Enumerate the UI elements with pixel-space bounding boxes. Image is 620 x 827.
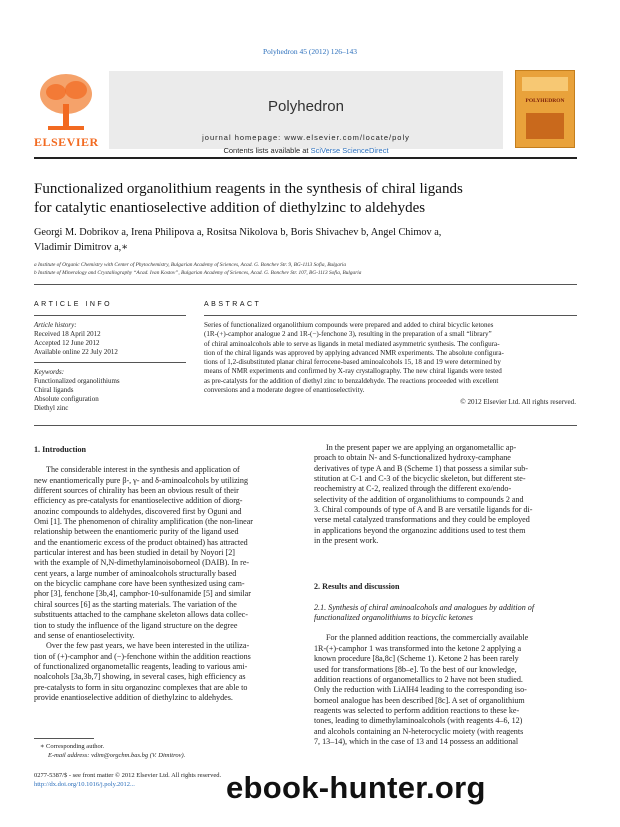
text-line: For the planned addition reactions, the commercially available (326, 633, 529, 643)
text-line: in the present work. (314, 536, 379, 546)
text-line: tion to study the influence of the ligand structure on the degree (34, 620, 238, 630)
keyword-item: Functionalized organolithiums (34, 377, 120, 385)
text-line: anozinc compounds to aldehydes, discovered first by Oguni and (34, 506, 242, 516)
cover-graphic (526, 113, 564, 139)
text-line: Only the reduction with LiAlH4 leading to the corresponding iso- (314, 685, 527, 695)
right-paragraph-1 (314, 443, 577, 546)
keyword-item: Diethyl zinc (34, 404, 69, 412)
abstract-rule (204, 315, 577, 316)
right-paragraph-2 (314, 633, 577, 747)
abstract-end-rule (34, 425, 577, 426)
journal-name: Polyhedron (268, 98, 344, 115)
footnote-rule (34, 738, 94, 739)
abstract-heading: ABSTRACT (204, 301, 262, 308)
keyword-item: Absolute configuration (34, 395, 99, 403)
issn-line: 0277-5387/$ - see front matter © 2012 Elsevier Ltd. All rights reserved. (34, 772, 222, 779)
text-line: pre-catalysts to form in situ organozinc complexes that are able to (34, 682, 248, 692)
affiliation-a: a Institute of Organic Chemistry with Center of Phytochemistry, Bulgarian Academy of Sciences, Acad. G. Bonchev Str. 9, BG-1113 Sofia, Bulgaria (34, 262, 347, 268)
article-title (34, 180, 594, 218)
abstract-line: (1R-(+)-camphor analogue 2 and 1R-(−)-fenchone 3), resulting in the preparation of a small “library” (204, 330, 492, 339)
text-line: addition reactions of organometallics to 2 have not been studied. (314, 674, 523, 684)
article-info-rule (34, 315, 186, 316)
header-rule (34, 157, 577, 159)
accepted-date: Accepted 12 June 2012 (34, 339, 100, 347)
text-line: The considerable interest in the synthesis and application of (46, 465, 240, 475)
text-line: and sense of enantioselectivity. (34, 630, 135, 640)
watermark-text: ebook-hunter.org (226, 770, 486, 805)
text-line: borneol analogue has been described [8c]. A set of organolithium (314, 695, 525, 705)
text-line: and alcohols containing an N-heterocyclic moiety (with reagents (314, 726, 524, 736)
intro-paragraph-2 (34, 641, 298, 703)
abstract-line: tions of 1,2-disubstituted planar chiral ferrocene-based aminoalcohols 15, 18 and 19 were determined by (204, 358, 501, 367)
affiliation-b: b Institute of Mineralogy and Crystallography “Acad. Ivan Kostov”, Bulgarian Academy of Sciences, Acad. G. Bonchev Str. 107, BG-1113 Sofia, Bulgaria (34, 270, 362, 276)
author-email[interactable]: E-mail address: vdim@orgchm.bas.bg (V. Dimitrov). (48, 752, 186, 759)
cover-band (522, 77, 568, 91)
abstract-line: tion of the chiral ligands was approved by applying advanced NMR experiments. The absolute configura- (204, 348, 504, 357)
text-line: reochemistry at C-2, realized through the different exo/endo- (314, 484, 512, 494)
title-line-1: Functionalized organolithium reagents in the synthesis of chiral ligands (34, 181, 463, 197)
history-label: Article history: (34, 321, 77, 329)
received-date: Received 18 April 2012 (34, 330, 101, 338)
authors-line-2: Vladimir Dimitrov a,∗ (34, 242, 129, 253)
article-history (34, 321, 184, 357)
abstract-line: of chiral aminoalcohols able to serve as ligands in metal mediated asymmetric synthesis. The configura- (204, 339, 500, 348)
text-line: noalcohols [3a,3b,7] showing, in several cases, high efficiency as (34, 672, 246, 682)
section-2-heading: 2. Results and discussion (314, 582, 400, 592)
text-line: cent years, a large number of aminoalcohols structurally based (34, 568, 237, 578)
doi-link[interactable]: http://dx.doi.org/10.1016/j.poly.2012... (34, 781, 135, 788)
authors-line-1: Georgi M. Dobrikov a, Irena Philipova a, Rositsa Nikolova b, Boris Shivachev b, Angel Chimov a, (34, 227, 442, 238)
keyword-item: Chiral ligands (34, 386, 74, 394)
journal-homepage[interactable]: journal homepage: www.elsevier.com/locate/poly (202, 133, 410, 142)
text-line: 7, 13–14), which in the case of 13 and 14 possess an additional (314, 736, 519, 746)
text-line: proach to obtain N- and S-functionalized hydroxy-camphane (314, 453, 511, 463)
text-line: with the example of N,N-dimethylaminoisoborneol (DAIB). In re- (34, 558, 250, 568)
text-line: 3. Chiral compounds of type of A and B are versatile ligands for di- (314, 505, 533, 515)
text-line: of functionalized organometallic reagents, leading to various ami- (34, 661, 248, 671)
text-line: In the present paper we are applying an organometallic ap- (326, 443, 517, 452)
keywords-label: Keywords: (34, 368, 65, 376)
article-info-heading: ARTICLE INFO (34, 301, 113, 308)
text-line: used for transformations [8b–e]. To the best of our knowledge, (314, 664, 517, 674)
journal-masthead (109, 71, 503, 155)
text-line: on the bicyclic camphane core have been synthesized using cam- (34, 579, 245, 589)
abstract-line: as pre-catalysts for the addition of diethyl zinc to benzaldehyde. The reactions proceeded with excellent (204, 376, 499, 385)
text-line: provide enantioselective addition of diethylzinc to aldehydes. (34, 692, 233, 702)
corresponding-author: ∗ Corresponding author. (40, 743, 105, 750)
available-date: Available online 22 July 2012 (34, 348, 118, 356)
text-line: stitution at C-1 and C-3 of the bicyclic skeleton, but different ste- (314, 474, 526, 484)
history-rule (34, 362, 186, 363)
text-line: chiral sources [6] as the starting materials. The variation of the (34, 599, 237, 609)
abstract-line: conversions and a moderate degree of enantioselectivity. (204, 386, 365, 395)
abstract-line: Series of functionalized organolithium compounds were prepared and added to chiral bicyclic ketones (204, 321, 494, 329)
text-line: different sources of chirality has been an obvious result of their (34, 486, 239, 496)
text-line: reagents was selected to perform addition reactions to these ke- (314, 705, 520, 715)
text-line: Over the few past years, we have been interested in the utiliza- (46, 641, 250, 651)
right-column (314, 443, 577, 747)
cover-title: POLYHEDRON (525, 98, 565, 104)
text-line: selectivity of the addition of organolithiums to compounds 2 and (314, 494, 524, 504)
intro-paragraph-1 (34, 465, 298, 641)
journal-reference[interactable]: Polyhedron 45 (2012) 126–143 (263, 47, 357, 56)
text-line: in applications beyond the organozinc additions used to test them (314, 525, 526, 535)
text-line: Omi [1]. The phenomenon of chirality amplification (the non-linear (34, 517, 253, 527)
text-line: verse metal catalyzed transformations and they could be employed (314, 515, 530, 525)
publisher-logo-text: ELSEVIER (34, 135, 99, 149)
text-line: tion of (+)-camphor and (−)-fenchone within the addition reactions (34, 651, 251, 661)
text-line: and the enantiomeric excess of the product obtained) has attracted (34, 537, 248, 547)
journal-cover-image (515, 70, 575, 148)
text-line: 1R-(+)-camphor 1 was transformed into the ketone 2 applying a (314, 643, 522, 653)
left-column (34, 445, 298, 703)
abstract-line: means of NMR experiments and confirmed by X-ray crystallography. The new chiral ligands were tested (204, 367, 502, 376)
text-line: relationship between the enantiomeric purity of the ligand used (34, 527, 239, 537)
copyright-notice: © 2012 Elsevier Ltd. All rights reserved. (460, 398, 576, 406)
text-line: particular interest and has been studied in detail by Noyori [2] (34, 548, 235, 558)
text-line: derivatives of type A and B (Scheme 1) that possess a similar sub- (314, 463, 528, 473)
section-2-1-heading-line-2: functionalized organolithiums to bicyclic ketones (314, 613, 473, 623)
section-1-heading: 1. Introduction (34, 445, 87, 454)
text-line: known procedure [8a,8c] (Scheme 1). Ketone 2 has been rarely (314, 654, 519, 664)
contents-prefix: Contents lists available at (223, 146, 311, 155)
text-line: efficiency as pre-catalysts for enantioselective addition of diorg- (34, 496, 243, 506)
title-line-2: for catalytic enantioselective addition of diethylzinc to aldehydes (34, 200, 426, 216)
text-line: new enantiomerically pure β-, γ- and δ-aminoalcohols by utilizing (34, 475, 249, 485)
section-2-1-heading-line-1: 2.1. Synthesis of chiral aminoalcohols and analogues by addition of (314, 602, 535, 612)
affiliation-rule (34, 284, 577, 285)
text-line: tones, leading to dimethylaminoalcohols (with reagents 4–6, 12) (314, 716, 523, 726)
text-line: phor [3], fenchone [3b,4], camphor-10-sulfonamide [5] and similar (34, 589, 251, 599)
abstract-text (204, 321, 576, 395)
text-line: substituents attached to the camphane skeleton allows data collec- (34, 610, 248, 620)
sciencedirect-link[interactable]: SciVerse ScienceDirect (310, 146, 389, 155)
author-list (34, 225, 594, 255)
keywords-block (34, 368, 184, 413)
footnote (40, 742, 298, 760)
contents-availability (109, 146, 503, 155)
